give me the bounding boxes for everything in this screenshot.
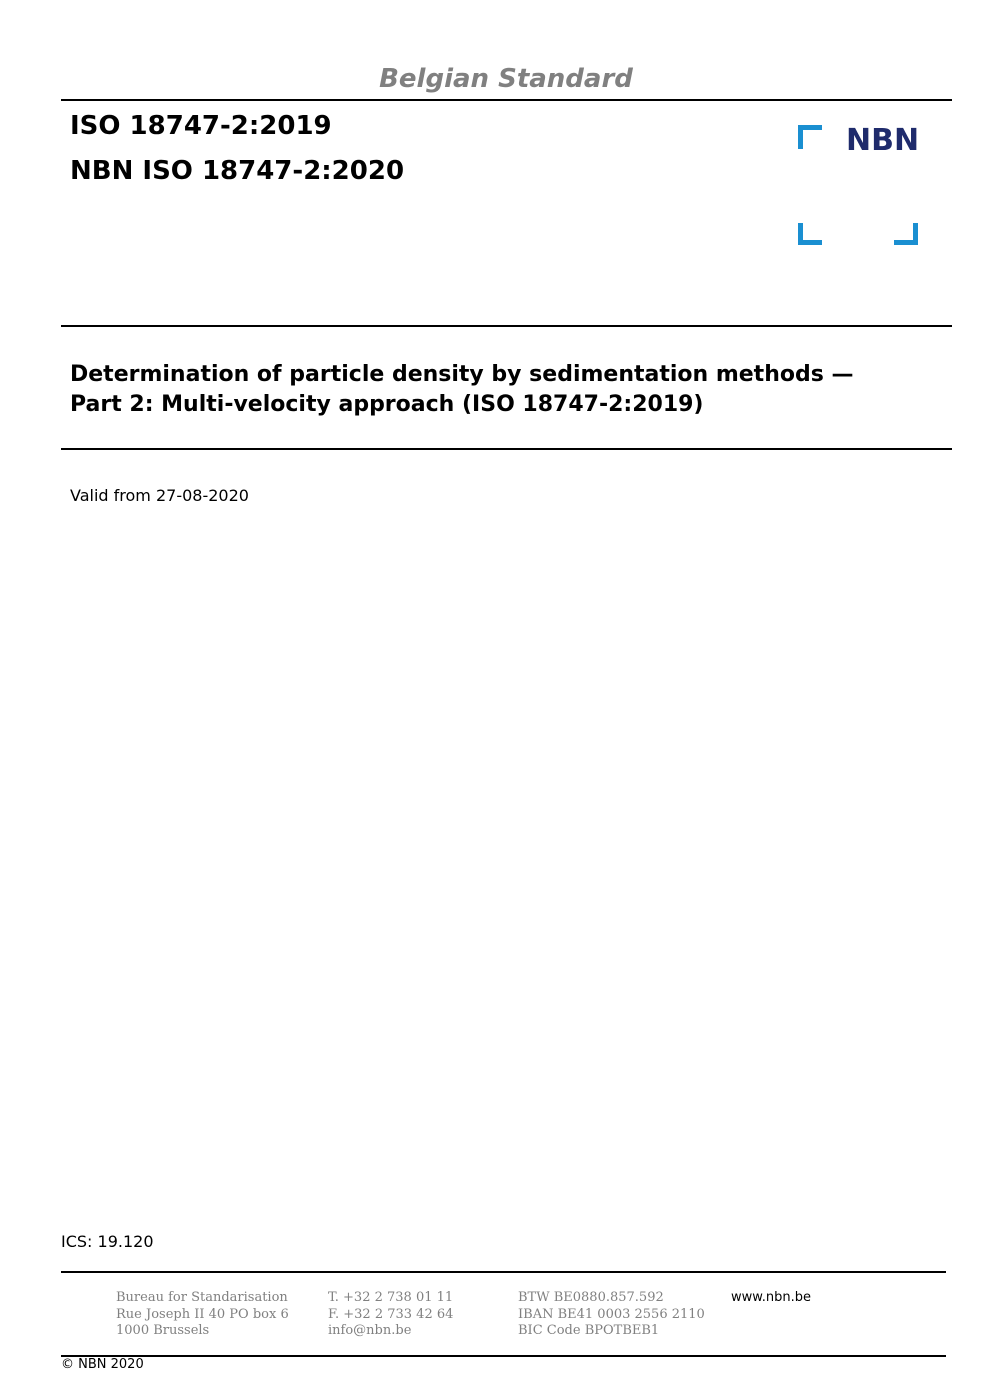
copyright: © NBN 2020 [61,1357,144,1372]
divider [61,1355,946,1357]
divider [61,448,952,450]
iso-code: ISO 18747-2:2019 [70,111,332,141]
document-banner: Belgian Standard [379,64,633,94]
document-title [70,360,940,420]
footer-website[interactable]: www.nbn.be [731,1290,811,1305]
footer-line: Rue Joseph II 40 PO box 6 [116,1306,289,1322]
footer-bank [518,1290,705,1340]
footer-line: IBAN BE41 0003 2556 2110 [518,1306,705,1322]
footer-line: BIC Code BPOTBEB1 [518,1323,660,1338]
title-line: Determination of particle density by sedimentation methods — [70,362,854,387]
ics-code: ICS: 19.120 [61,1232,154,1251]
footer-email[interactable]: info@nbn.be [328,1323,412,1338]
divider [61,99,952,101]
nbn-code: NBN ISO 18747-2:2020 [70,156,405,186]
logo-text: NBN [846,125,920,158]
footer-line: Bureau for Standarisation [116,1290,288,1305]
footer-line: 1000 Brussels [116,1323,210,1338]
footer-contact [328,1290,453,1340]
footer-line: F. +32 2 733 42 64 [328,1306,454,1322]
footer-address [116,1290,289,1340]
validity-date: Valid from 27-08-2020 [70,486,249,505]
divider [61,325,952,327]
title-line: Part 2: Multi-velocity approach (ISO 18747-2:2019) [70,392,704,417]
footer-line: T. +32 2 738 01 11 [328,1290,454,1305]
divider [61,1271,946,1273]
nbn-logo [798,125,920,247]
footer-line: BTW BE0880.857.592 [518,1290,664,1305]
